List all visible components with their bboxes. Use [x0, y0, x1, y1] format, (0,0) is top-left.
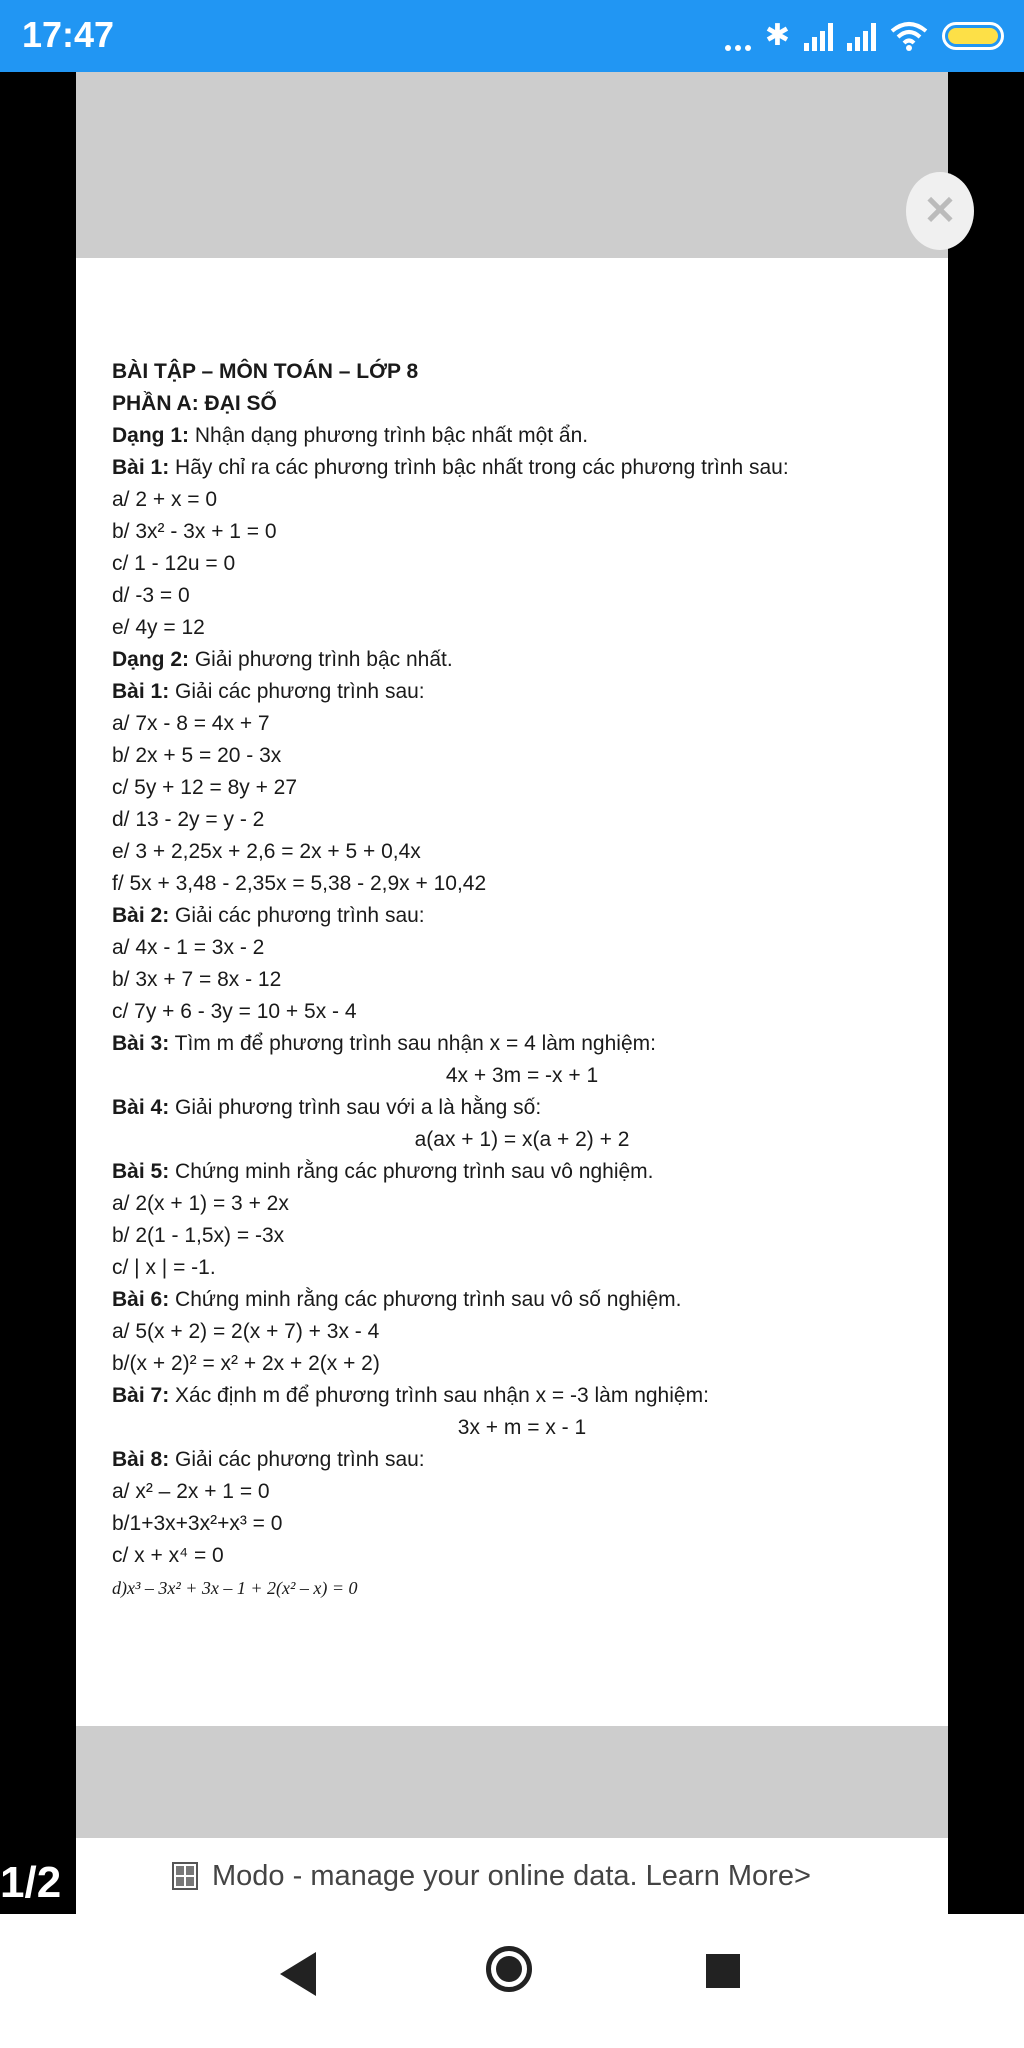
document-line: a/ 4x - 1 = 3x - 2 — [112, 936, 265, 959]
document-line: c/ 7y + 6 - 3y = 10 + 5x - 4 — [112, 1000, 357, 1023]
document-line — [112, 1380, 932, 1412]
document-line — [112, 420, 932, 452]
exercise-label: Bài 2: — [112, 904, 170, 927]
document-line: a/ 7x - 8 = 4x + 7 — [112, 712, 270, 735]
signal-icon-2 — [847, 21, 876, 51]
document-page — [76, 258, 948, 1726]
exercise-label: Bài 3: — [112, 1032, 170, 1055]
signal-icon — [804, 21, 833, 51]
exercise-text: Chứng minh rằng các phương trình sau vô số nghiệm. — [169, 1288, 682, 1311]
document-line — [112, 1028, 932, 1060]
document-line — [112, 1092, 932, 1124]
document-line: e/ 3 + 2,25x + 2,6 = 2x + 5 + 0,4x — [112, 840, 421, 863]
document-line — [112, 452, 932, 484]
document-line: PHẦN A: ĐẠI SỐ — [112, 392, 277, 415]
page-indicator: 1/2 — [0, 1858, 62, 1907]
document-line — [112, 1284, 932, 1316]
document-line — [112, 900, 932, 932]
document-line: 4x + 3m = -x + 1 — [445, 1064, 599, 1087]
document-line: e/ 4y = 12 — [112, 616, 205, 639]
wifi-icon — [890, 21, 928, 51]
exercise-text: Giải các phương trình sau: — [169, 1448, 425, 1471]
page-gap-top — [76, 72, 948, 259]
document-line: d/ 13 - 2y = y - 2 — [112, 808, 265, 831]
exercise-label: Bài 7: — [112, 1384, 170, 1407]
document-line: a/ 2 + x = 0 — [112, 488, 218, 511]
exercise-text: Giải các phương trình sau: — [169, 904, 425, 927]
exercise-text: Hãy chỉ ra các phương trình bậc nhất trong các phương trình sau: — [169, 456, 789, 479]
document-line: b/ 2x + 5 = 20 - 3x — [112, 744, 282, 767]
recents-square-icon[interactable] — [706, 1954, 740, 1988]
exercise-label: Bài 1: — [112, 680, 170, 703]
document-line — [112, 644, 932, 676]
document-content — [112, 356, 932, 1604]
exercise-text: Giải phương trình bậc nhất. — [189, 648, 453, 671]
status-time: 17:47 — [22, 14, 115, 55]
modo-logo-icon — [172, 1862, 198, 1890]
exercise-label: Dạng 1: — [112, 424, 190, 447]
document-line — [112, 1444, 932, 1476]
home-circle-icon[interactable] — [486, 1946, 532, 1992]
exercise-text: Giải các phương trình sau: — [169, 680, 425, 703]
status-bar — [0, 0, 1024, 72]
document-line: f/ 5x + 3,48 - 2,35x = 5,38 - 2,9x + 10,42 — [112, 872, 487, 895]
exercise-text: Tìm m để phương trình sau nhận x = 4 làm nghiệm: — [169, 1032, 656, 1055]
document-line: b/(x + 2)² = x² + 2x + 2(x + 2) — [112, 1352, 380, 1375]
exercise-text: Xác định m để phương trình sau nhận x = -3 làm nghiệm: — [169, 1384, 709, 1407]
document-line: c/ 1 - 12u = 0 — [112, 552, 236, 575]
navigation-bar — [0, 1914, 1024, 2048]
document-line: c/ x + x⁴ = 0 — [112, 1544, 224, 1567]
exercise-label: Dạng 2: — [112, 648, 190, 671]
more-dots-icon — [725, 21, 751, 51]
document-line — [112, 676, 932, 708]
exercise-text: Chứng minh rằng các phương trình sau vô nghiệm. — [169, 1160, 654, 1183]
exercise-label: Bài 6: — [112, 1288, 170, 1311]
exercise-label: Bài 4: — [112, 1096, 170, 1119]
document-line: c/ 5y + 12 = 8y + 27 — [112, 776, 298, 799]
document-line: b/ 3x² - 3x + 1 = 0 — [112, 520, 277, 543]
document-line — [112, 1156, 932, 1188]
document-line: a(ax + 1) = x(a + 2) + 2 — [414, 1128, 630, 1151]
document-line: 3x + m = x - 1 — [457, 1416, 587, 1439]
exercise-label: Bài 1: — [112, 456, 170, 479]
document-line: b/1+3x+3x²+x³ = 0 — [112, 1512, 283, 1535]
document-line: a/ x² – 2x + 1 = 0 — [112, 1480, 270, 1503]
ad-text[interactable]: Modo - manage your online data. Learn More> — [212, 1859, 811, 1892]
exercise-text: Nhận dạng phương trình bậc nhất một ẩn. — [189, 424, 589, 447]
document-line: a/ 2(x + 1) = 3 + 2x — [112, 1192, 289, 1215]
exercise-label: Bài 8: — [112, 1448, 170, 1471]
document-line: d/ -3 = 0 — [112, 584, 190, 607]
document-line: BÀI TẬP – MÔN TOÁN – LỚP 8 — [112, 360, 419, 383]
document-line: c/ | x | = -1. — [112, 1256, 216, 1279]
status-icons — [725, 16, 1004, 56]
exercise-text: Giải phương trình sau với a là hằng số: — [169, 1096, 542, 1119]
pdf-viewer[interactable] — [0, 72, 1024, 1914]
document-line: a/ 5(x + 2) = 2(x + 7) + 3x - 4 — [112, 1320, 380, 1343]
exercise-label: Bài 5: — [112, 1160, 170, 1183]
bluetooth-icon: ✱ — [764, 19, 790, 52]
document-line: b/ 2(1 - 1,5x) = -3x — [112, 1224, 285, 1247]
close-icon[interactable]: ✕ — [906, 172, 974, 250]
battery-icon — [942, 22, 1004, 50]
document-line: d)x³ – 3x² + 3x – 1 + 2(x² – x) = 0 — [112, 1578, 358, 1598]
back-triangle-icon[interactable] — [280, 1952, 316, 1996]
document-line: b/ 3x + 7 = 8x - 12 — [112, 968, 282, 991]
ad-banner[interactable] — [76, 1838, 948, 1914]
